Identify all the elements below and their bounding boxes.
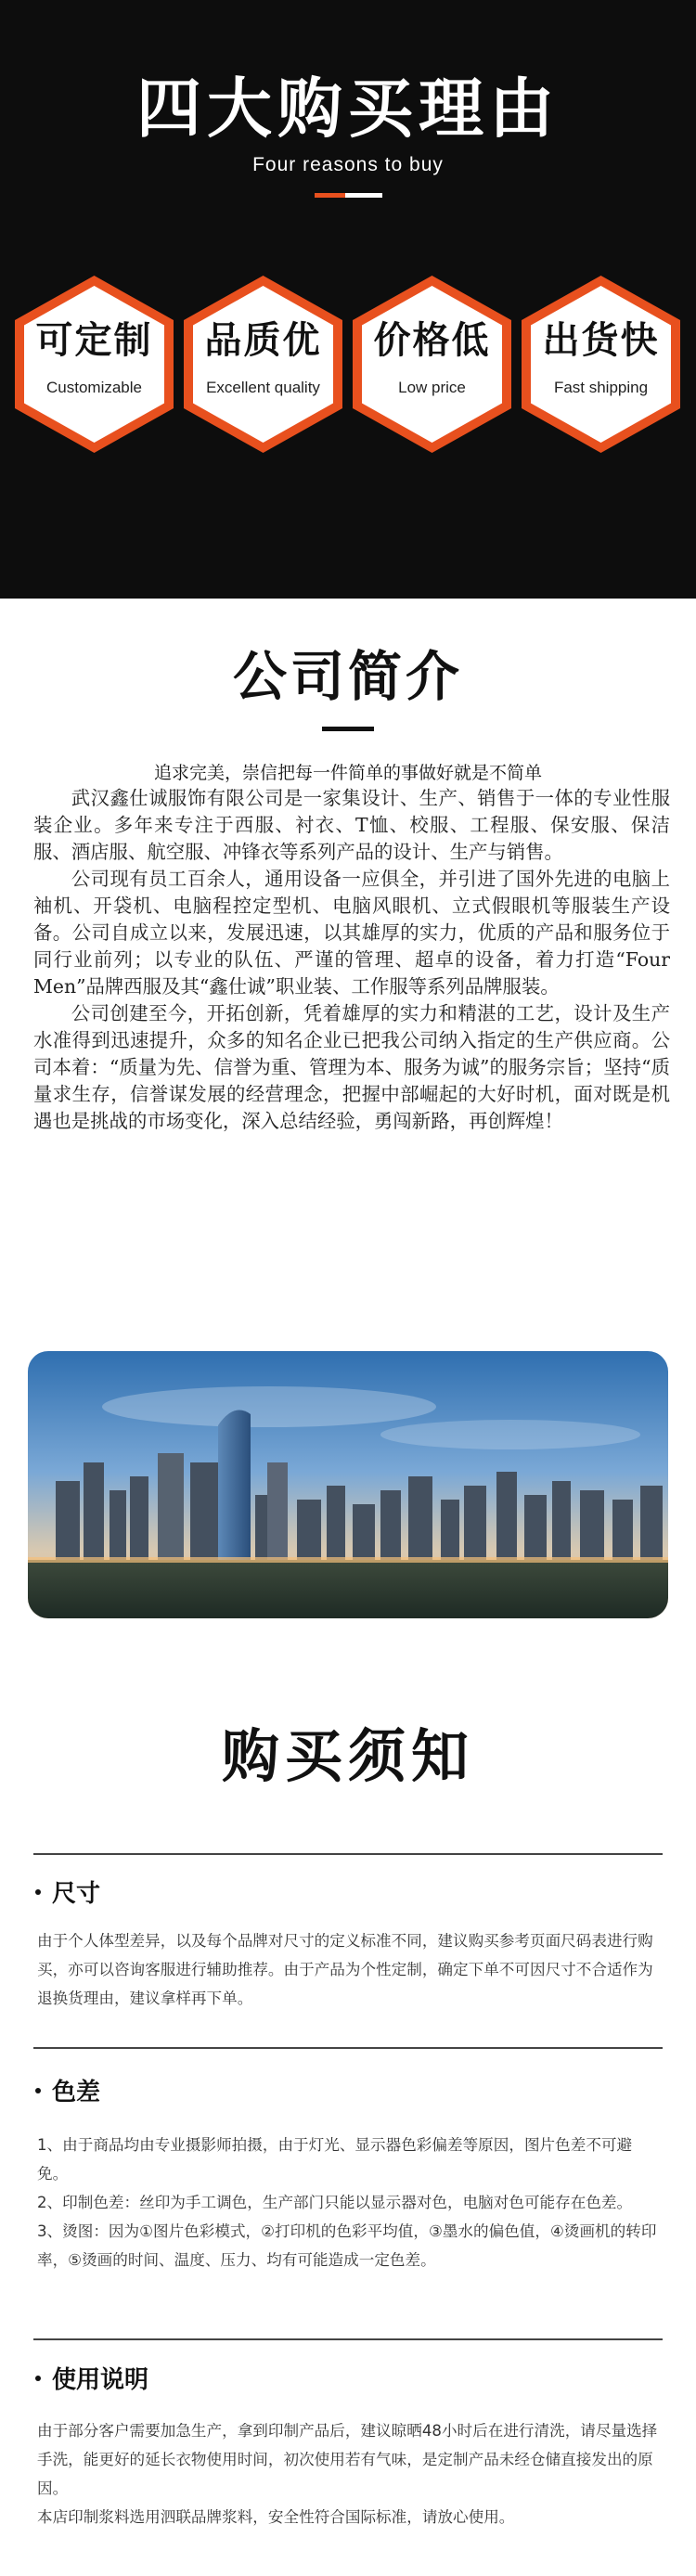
hexagon-badge-icon bbox=[182, 274, 344, 455]
reasons-title: 四大购买理由 bbox=[136, 71, 560, 147]
section-text-size bbox=[37, 1926, 661, 2013]
reason-label-en: Fast shipping bbox=[553, 379, 649, 396]
section-line: 3、烫图：因为①图片色彩模式，②打印机的色彩平均值，③墨水的偏色值，④烫画机的转印率，⑤烫画的时间、温度、压力、均有可能造成一定色差。 bbox=[37, 2222, 657, 2269]
reason-label: 出货快 bbox=[542, 319, 660, 362]
company-intro-text bbox=[33, 785, 670, 1135]
bullet-dot-icon bbox=[35, 1889, 41, 1895]
section-heading-text: 色差 bbox=[52, 2079, 101, 2106]
section-divider bbox=[33, 1853, 663, 1855]
reasons-subtitle: Four reasons to buy bbox=[252, 154, 444, 175]
reason-hexagon-quality bbox=[182, 274, 344, 455]
intro-paragraph: 武汉鑫仕诚服饰有限公司是一家集设计、生产、销售于一体的专业性服装企业。多年来专注于西服、衬衣、T恤、校服、工程服、保安服、保洁服、酒店服、航空服、冲锋衣等系列产品的设计、生产与销售。 bbox=[33, 787, 670, 863]
section-line: 由于部分客户需要加急生产，拿到印制产品后，建议晾晒48小时后在进行清洗，请尽量选择手洗，能更好的延长衣物使用时间，初次使用若有气味，是定制产品未经仓储直接发出的原因。 bbox=[37, 2422, 658, 2497]
section-line: 由于个人体型差异，以及每个品牌对尺寸的定义标准不同，建议购买参考页面尺码表进行购买，亦可以咨询客服进行辅助推荐。由于产品为个性定制，确定下单不可因尺寸不合适作为退换货理由，建议拿样再下单。 bbox=[37, 1932, 653, 2007]
section-heading-text: 尺寸 bbox=[52, 1880, 101, 1908]
section-heading-text: 使用说明 bbox=[52, 2366, 149, 2394]
purchase-notice-title: 购买须知 bbox=[221, 1722, 474, 1790]
reason-label-en: Customizable bbox=[46, 379, 142, 396]
hexagon-badge-icon bbox=[520, 274, 682, 455]
section-divider bbox=[33, 2338, 663, 2340]
four-reasons-banner bbox=[0, 0, 696, 599]
reason-label: 价格低 bbox=[373, 319, 491, 362]
reason-hexagon-shipping bbox=[520, 274, 682, 455]
section-heading-color-difference bbox=[35, 2080, 100, 2105]
section-divider bbox=[33, 2047, 663, 2049]
intro-paragraph: 公司现有员工百余人，通用设备一应俱全，并引进了国外先进的电脑上袖机、开袋机、电脑程控定型机、电脑风眼机、立式假眼机等服装生产设备。公司自成立以来，发展迅速，以其雄厚的实力，优质的产品和服务位于同行业前列；以专业的队伍、严谨的管理、超卓的设备，着力打造“Four Men”品牌西服及其“鑫仕诚”职业装、工作服等系列品牌服装。 bbox=[33, 868, 670, 998]
reason-label-en: Low price bbox=[398, 379, 466, 396]
reason-label: 可定制 bbox=[35, 319, 153, 362]
bullet-dot-icon bbox=[35, 2376, 41, 2381]
city-skyline-illustration bbox=[28, 1351, 668, 1618]
hexagon-badge-icon bbox=[351, 274, 513, 455]
reason-label: 品质优 bbox=[204, 319, 322, 362]
title-divider-bar bbox=[345, 193, 382, 198]
section-line: 2、印制色差：丝印为手工调色，生产部门只能以显示器对色，电脑对色可能存在色差。 bbox=[37, 2194, 633, 2211]
section-line: 1、由于商品均由专业摄影师拍摄，由于灯光、显示器色彩偏差等原因，图片色差不可避免。 bbox=[37, 2136, 633, 2183]
reason-hexagon-customizable bbox=[13, 274, 175, 455]
title-underline bbox=[322, 727, 374, 731]
section-heading-size bbox=[35, 1882, 100, 1906]
title-accent-bar bbox=[315, 193, 345, 198]
section-heading-usage bbox=[35, 2368, 148, 2392]
company-slogan: 追求完美，崇信把每一件简单的事做好就是不简单 bbox=[153, 763, 542, 783]
intro-paragraph: 公司创建至今，开拓创新，凭着雄厚的实力和精湛的工艺，设计及生产水准得到迅速提升，众多的知名企业已把我公司纳入指定的生产供应商。公司本着：“质量为先、信誉为重、管理为本、服务为诚”的服务宗旨；坚持“质量求生存，信誉谋发展的经营理念，把握中部崛起的大好时机，面对既是机遇也是挑战的市场变化，深入总结经验，勇闯新路，再创辉煌！ bbox=[33, 1002, 670, 1132]
section-text-color-difference bbox=[37, 2131, 661, 2274]
section-text-usage bbox=[37, 2416, 661, 2531]
hexagon-badge-icon bbox=[13, 274, 175, 455]
bullet-dot-icon bbox=[35, 2088, 41, 2093]
reason-label-en: Excellent quality bbox=[206, 379, 320, 396]
section-line: 本店印制浆料选用泗联品牌浆料，安全性符合国际标准，请放心使用。 bbox=[37, 2508, 515, 2526]
reason-hexagon-price bbox=[351, 274, 513, 455]
city-skyline-photo bbox=[28, 1351, 668, 1618]
reasons-list bbox=[13, 274, 683, 455]
company-intro-title: 公司简介 bbox=[232, 645, 463, 708]
